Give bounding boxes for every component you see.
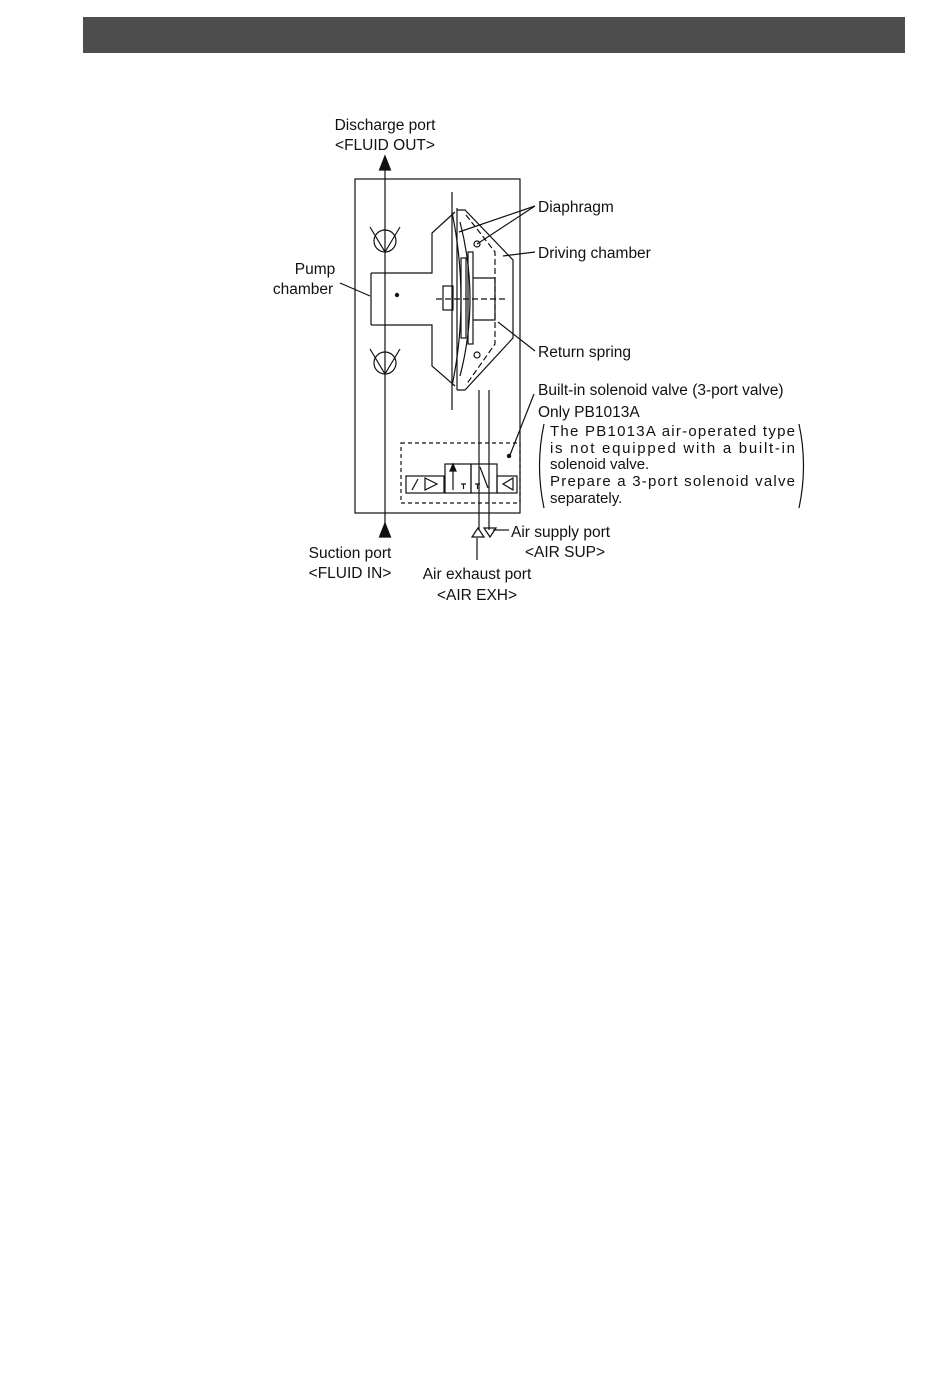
note-line-3: solenoid valve.	[550, 456, 650, 473]
discharge-port-label: Discharge port	[334, 117, 436, 134]
note-line-2: is not equipped with a built-in	[550, 440, 795, 457]
solenoid-valve	[401, 443, 520, 503]
pump-body-outline	[355, 179, 520, 513]
pump-chamber-label-line2: chamber	[272, 281, 334, 298]
note-line-4: Prepare a 3-port solenoid valve	[550, 473, 795, 490]
fluid-out-label: <FLUID OUT>	[335, 137, 435, 154]
air-supply-port	[484, 528, 496, 537]
air-sup-label: <AIR SUP>	[524, 544, 606, 561]
note-line-1: The PB1013A air-operated type	[550, 423, 795, 440]
diaphragm-label: Diaphragm	[538, 199, 614, 216]
pump-chamber	[371, 212, 455, 386]
air-exhaust-port-label: Air exhaust port	[422, 566, 532, 583]
suction-port-label: Suction port	[308, 545, 392, 562]
note-line-5: separately.	[550, 490, 623, 507]
diaphragm-assembly	[436, 192, 508, 410]
return-spring-label: Return spring	[538, 344, 632, 361]
solenoid-valve-label: Built-in solenoid valve (3-port valve)	[538, 382, 784, 399]
fluid-in-label: <FLUID IN>	[308, 565, 392, 582]
air-exh-label: <AIR EXH>	[436, 587, 518, 604]
air-exhaust-port	[472, 528, 484, 537]
only-model-label: Only PB1013A	[538, 404, 640, 421]
note-bracket-left	[540, 424, 545, 508]
fluid-line	[380, 156, 391, 537]
leader-lines	[340, 206, 535, 560]
air-supply-port-label: Air supply port	[511, 524, 611, 541]
note-bracket-right	[799, 424, 804, 508]
driving-chamber-label: Driving chamber	[538, 245, 651, 262]
pump-chamber-label-line1: Pump	[294, 261, 336, 278]
